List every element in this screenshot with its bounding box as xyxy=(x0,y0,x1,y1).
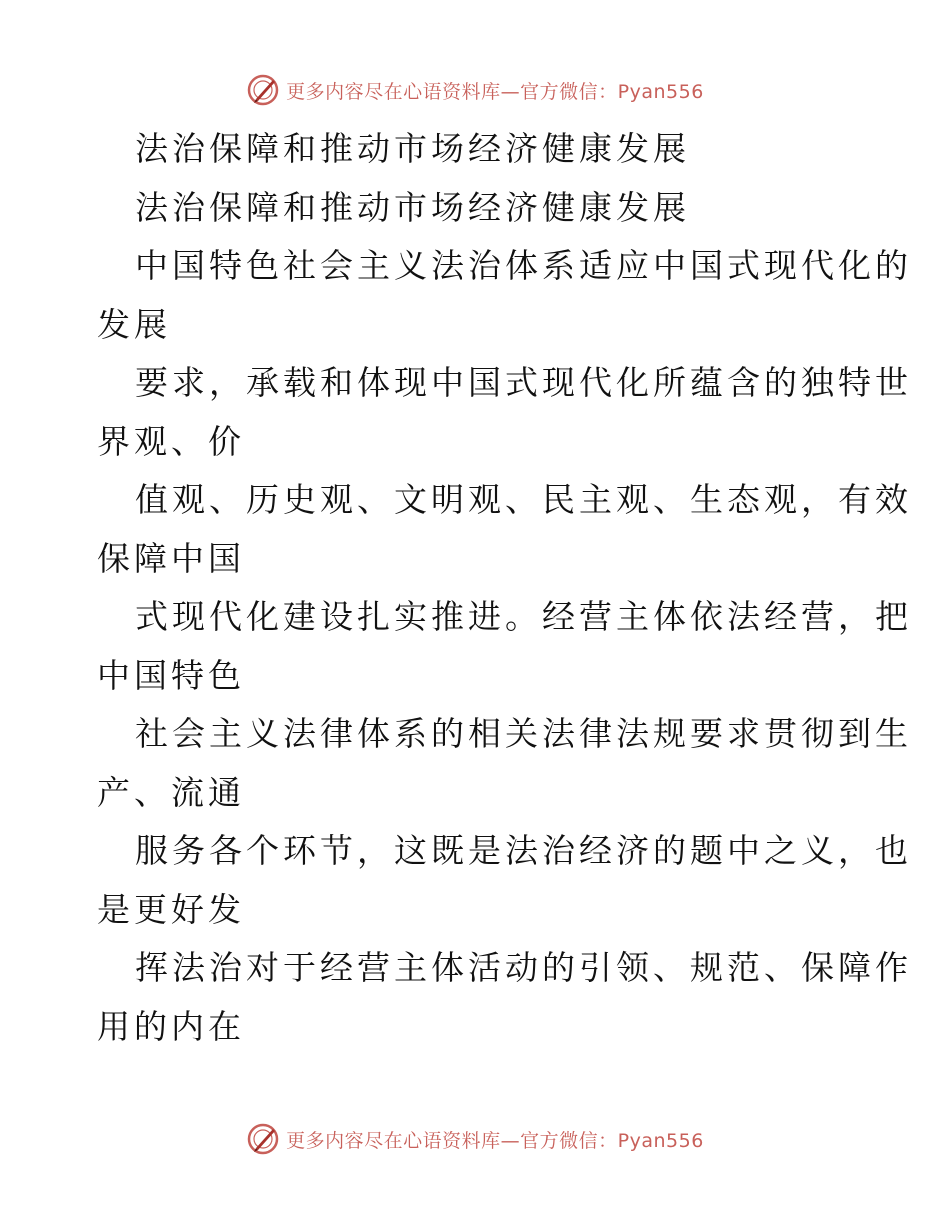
text-line: 发展 xyxy=(97,304,171,344)
header-banner xyxy=(0,70,950,110)
quill-seal-icon xyxy=(246,73,280,107)
text-line: 要求，承载和体现中国式现代化所蕴含的独特世 xyxy=(135,363,912,402)
footer-banner xyxy=(0,1119,950,1159)
document-body xyxy=(97,120,912,1056)
text-line: 法治保障和推动市场经济健康发展 xyxy=(135,129,690,168)
text-line: 中国特色社会主义法治体系适应中国式现代化的 xyxy=(135,246,912,285)
text-line: 用的内在 xyxy=(97,1006,245,1046)
text-line: 法治保障和推动市场经济健康发展 xyxy=(135,187,690,227)
text-line: 服务各个环节，这既是法治经济的题中之义，也 xyxy=(135,831,912,870)
text-line: 挥法治对于经营主体活动的引领、规范、保障作 xyxy=(135,948,912,987)
text-line: 是更好发 xyxy=(97,889,245,929)
header-banner-text: 更多内容尽在心语资料库—官方微信：Pyan556 xyxy=(286,80,704,103)
quill-seal-icon xyxy=(246,1122,280,1156)
text-line: 保障中国 xyxy=(97,538,245,578)
text-line: 式现代化建设扎实推进。经营主体依法经营，把 xyxy=(135,597,912,636)
text-line: 产、流通 xyxy=(97,772,245,812)
text-line: 界观、价 xyxy=(97,421,245,461)
text-line: 社会主义法律体系的相关法律法规要求贯彻到生 xyxy=(135,714,912,753)
text-line: 值观、历史观、文明观、民主观、生态观，有效 xyxy=(135,480,912,519)
footer-banner-text: 更多内容尽在心语资料库—官方微信：Pyan556 xyxy=(286,1129,704,1152)
text-line: 中国特色 xyxy=(97,655,245,695)
